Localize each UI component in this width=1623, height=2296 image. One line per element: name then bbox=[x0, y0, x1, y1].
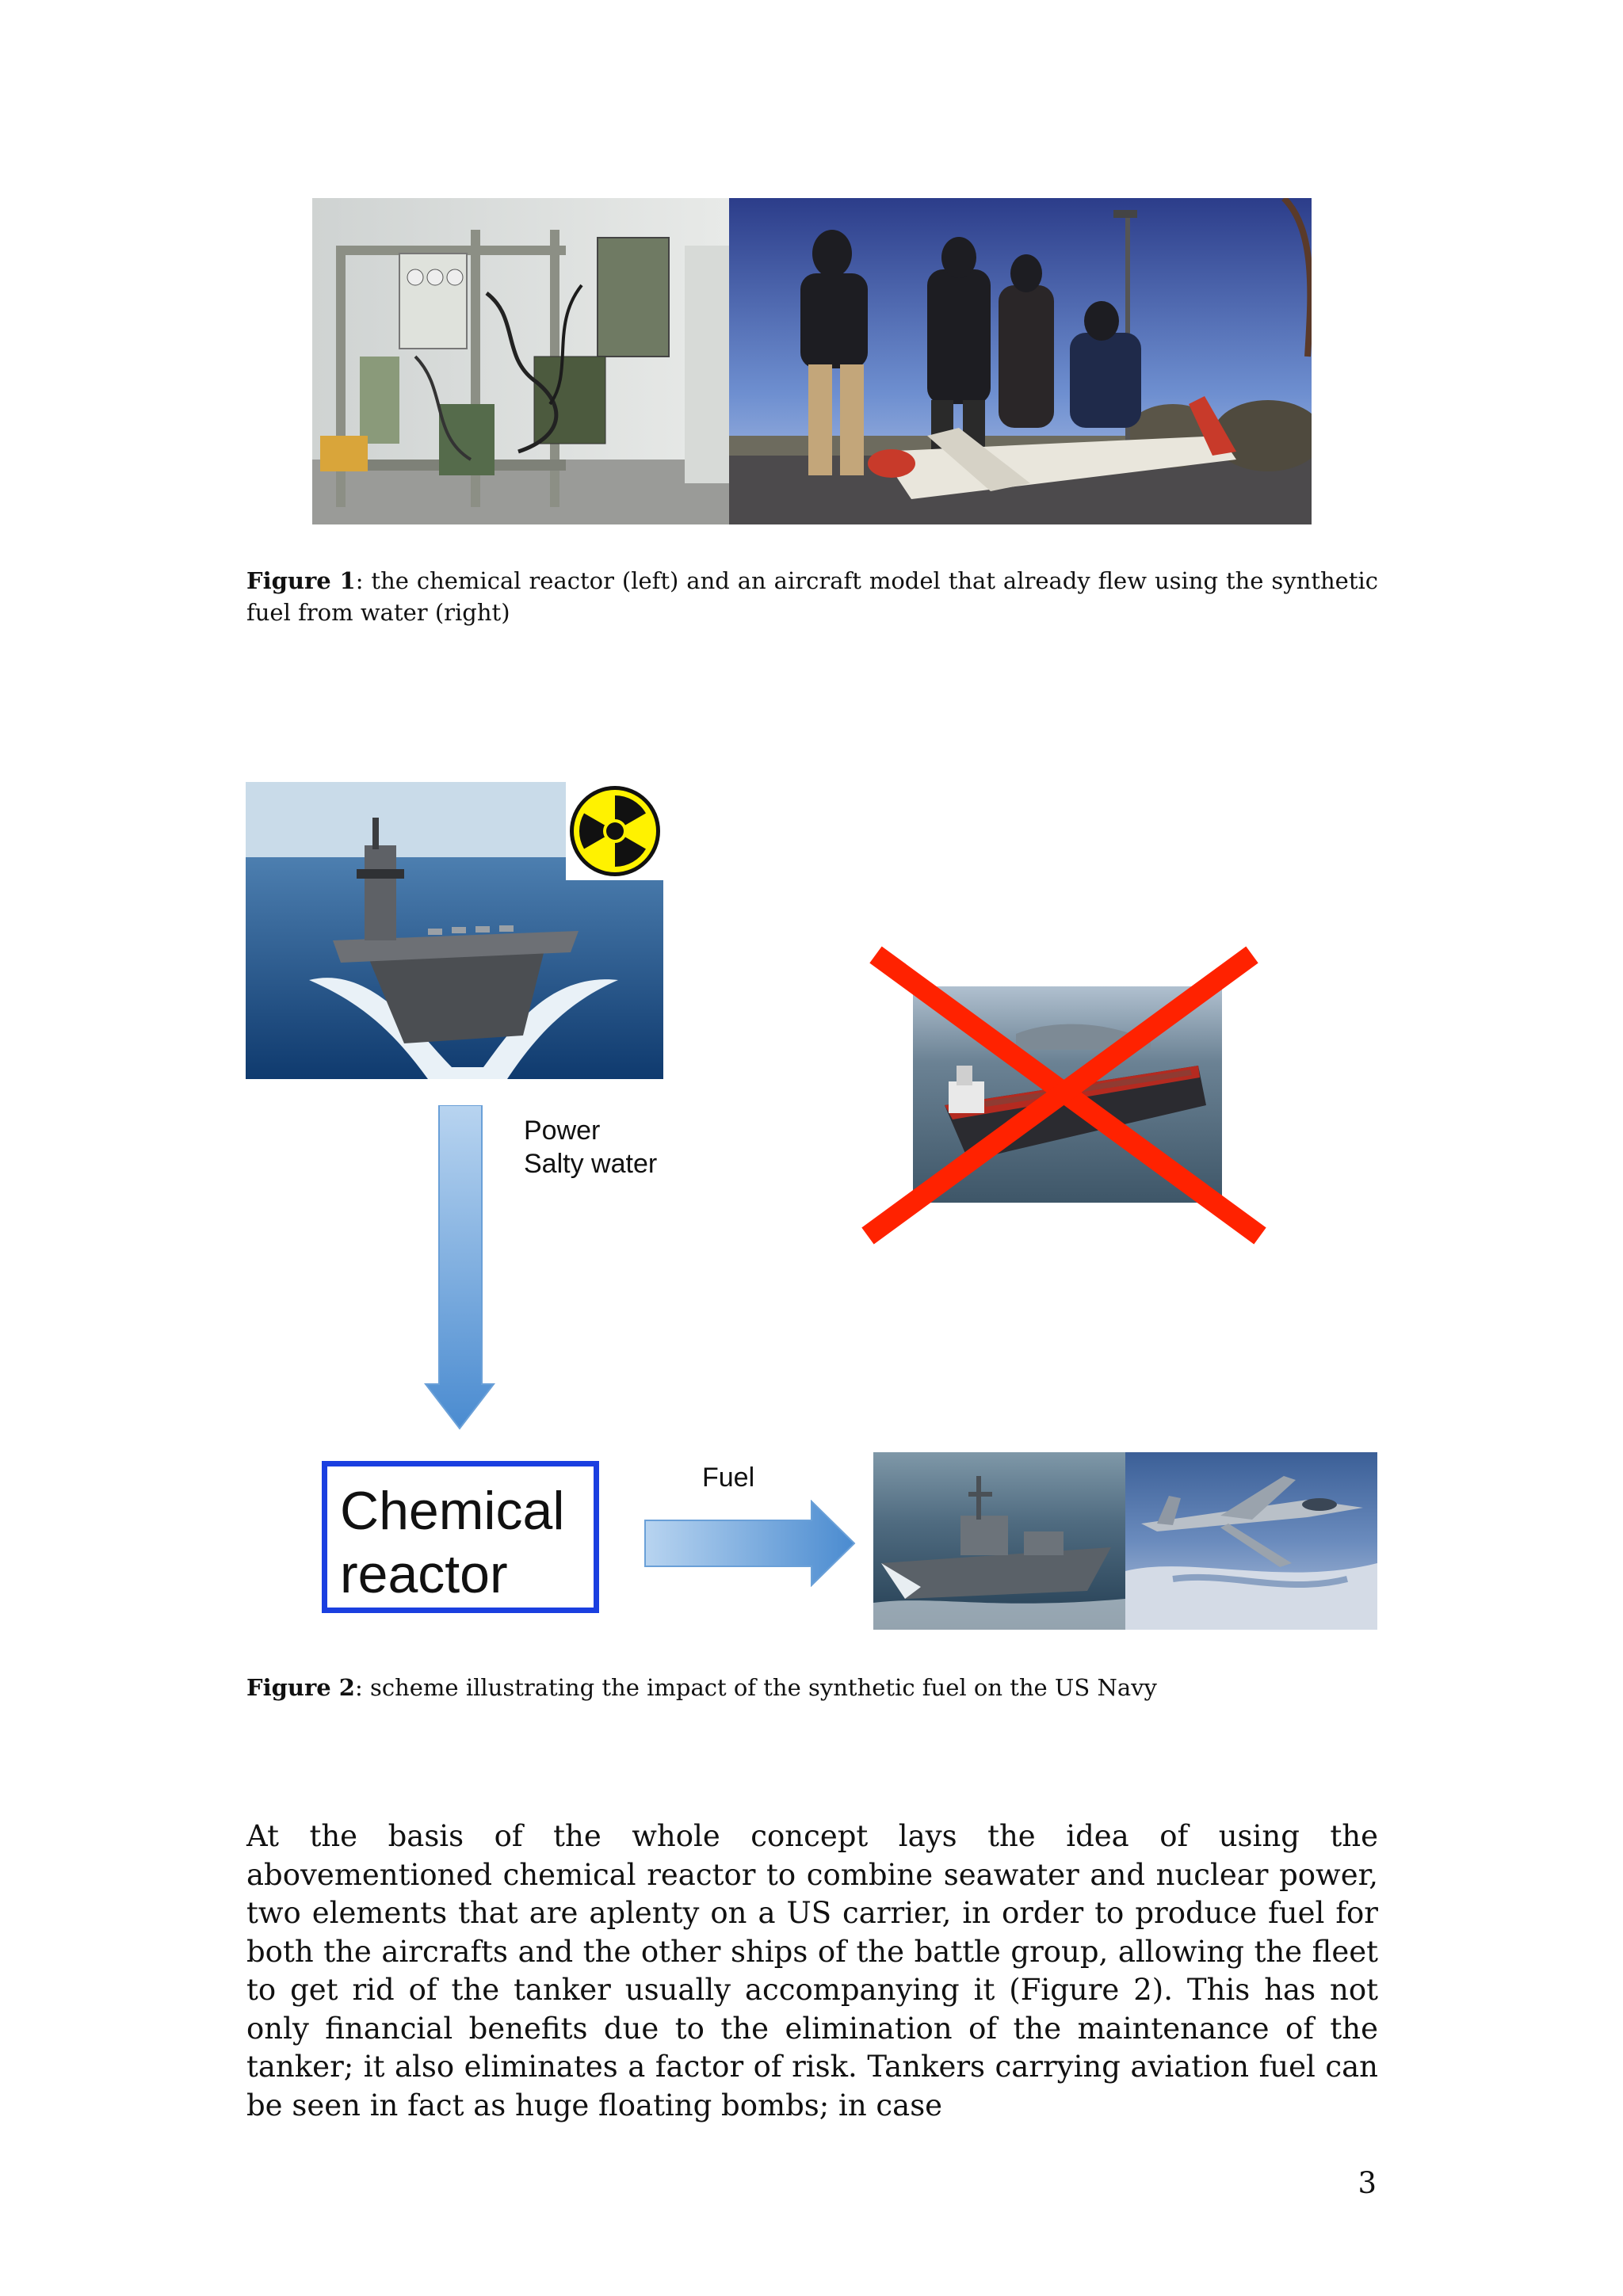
input-label-salty-water: Salty water bbox=[524, 1149, 658, 1179]
figure2-caption-label: Figure 2 bbox=[246, 1674, 355, 1701]
chemical-reactor-label bbox=[340, 1479, 564, 1606]
input-label-power: Power bbox=[524, 1116, 601, 1146]
red-x-icon bbox=[852, 943, 1280, 1252]
fighter-jet-photo bbox=[1125, 1452, 1377, 1630]
destroyer-image bbox=[873, 1452, 1125, 1630]
figure1-caption-label: Figure 1 bbox=[246, 567, 356, 594]
input-label bbox=[524, 1114, 657, 1180]
page-number: 3 bbox=[1358, 2166, 1377, 2200]
figure1-caption-text: : the chemical reactor (left) and an aircraft model that already flew using the synthetic fuel from water (right) bbox=[246, 567, 1378, 626]
jet-image bbox=[1125, 1452, 1377, 1630]
fuel-label: Fuel bbox=[702, 1463, 755, 1493]
body-paragraph: At the basis of the whole concept lays the idea of using the abovementioned chemical reactor to combine seawater and nuclear power, two elements that are aplenty on a US carrier, in order to produce fuel for both the aircrafts and the other ships of the battle group, allowing the fleet to get rid of the tanker usually accompanying it (Figure 2). This has not only financial benefits due to the elimination of the maintenance of the tanker; it also eliminates a factor of risk. Tankers carrying aviation fuel can be seen in fact as huge floating bombs; in case bbox=[246, 1819, 1378, 2122]
figure2-caption bbox=[246, 1672, 1378, 1703]
chemical-reactor-line2: reactor bbox=[340, 1544, 508, 1604]
figure2-caption-text: : scheme illustrating the impact of the synthetic fuel on the US Navy bbox=[354, 1674, 1157, 1701]
down-arrow-icon bbox=[424, 1105, 495, 1430]
right-arrow-icon bbox=[643, 1500, 857, 1587]
chemical-reactor-box bbox=[322, 1461, 599, 1613]
radiation-symbol-icon bbox=[566, 782, 664, 880]
chemical-reactor-line1: Chemical bbox=[340, 1481, 565, 1541]
radiation-box bbox=[566, 782, 664, 880]
destroyer-photo bbox=[873, 1452, 1125, 1630]
